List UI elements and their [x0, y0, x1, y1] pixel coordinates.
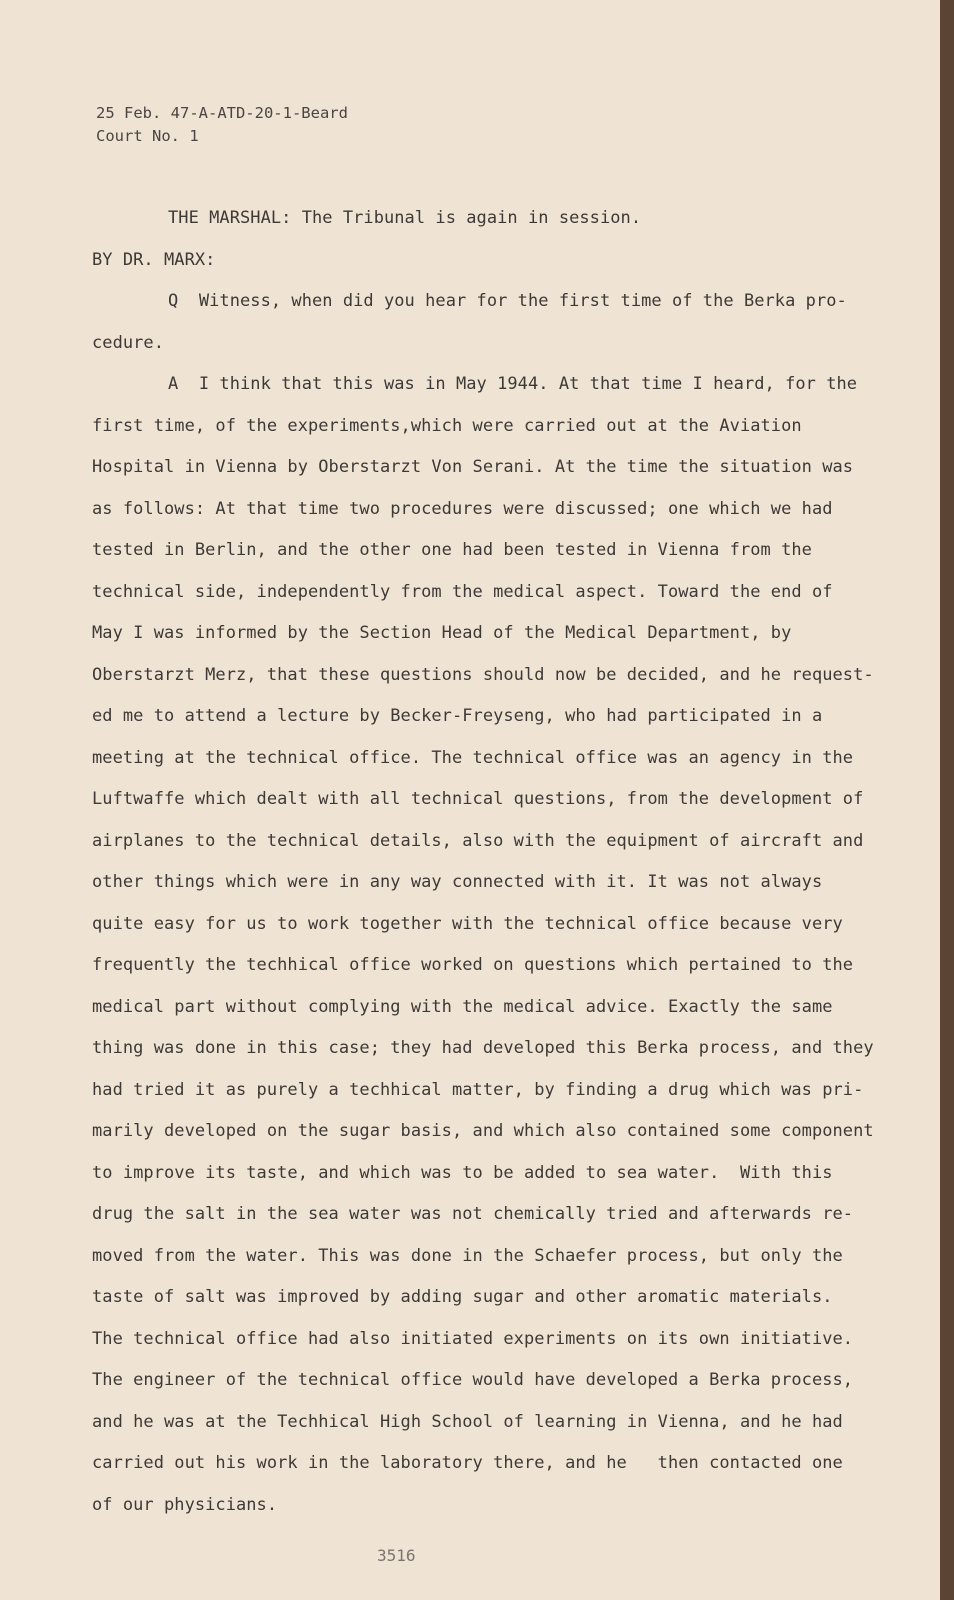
transcript-line: thing was done in this case; they had developed this Berka process, and they — [92, 1038, 874, 1058]
transcript-line: drug the salt in the sea water was not chemically tried and afterwards re- — [92, 1204, 854, 1224]
transcript-line: May I was informed by the Section Head of the Medical Department, by — [92, 623, 792, 643]
page-number: 3516 — [377, 1546, 416, 1565]
transcript-line: of our physicians. — [92, 1494, 278, 1515]
transcript-line: and he was at the Techhical High School of learning in Vienna, and he had — [92, 1411, 843, 1432]
transcript-line: ed me to attend a lecture by Becker-Freyseng, who had participated in a — [92, 706, 823, 726]
transcript-line: as follows: At that time two procedures were discussed; one which we had — [92, 498, 833, 519]
transcript-line: meeting at the technical office. The technical office was an agency in the — [92, 747, 854, 768]
page-edge — [940, 0, 954, 1600]
transcript-line: medical part without complying with the medical advice. Exactly the same — [92, 996, 833, 1017]
transcript-line: carried out his work in the laboratory there, and he then contacted one — [92, 1453, 843, 1473]
header-court-line: Court No. 1 — [96, 127, 199, 145]
transcript-line: cedure. — [92, 332, 164, 353]
transcript-line: The technical office had also initiated experiments on its own initiative. — [92, 1328, 854, 1349]
transcript-line: first time, of the experiments,which were carried out at the Aviation — [92, 415, 802, 436]
transcript-line: airplanes to the technical details, also with the equipment of aircraft and — [92, 830, 864, 851]
transcript-line: Luftwaffe which dealt with all technical questions, from the development of — [92, 789, 864, 809]
transcript-line: Q Witness, when did you hear for the first time of the Berka pro- — [168, 291, 847, 311]
transcript-line: had tried it as purely a techhical matter, by finding a drug which was pri- — [92, 1079, 864, 1100]
transcript-line: quite easy for us to work together with the technical office because very — [92, 913, 843, 934]
transcript-line: taste of salt was improved by adding sugar and other aromatic materials. — [92, 1287, 833, 1307]
transcript-line: other things which were in any way connected with it. It was not always — [92, 872, 823, 892]
header-session-line: 25 Feb. 47-A-ATD-20-1-Beard — [96, 104, 348, 122]
transcript-line: marily developed on the sugar basis, and which also contained some component — [92, 1121, 874, 1141]
transcript-line: BY DR. MARX: — [92, 249, 216, 270]
transcript-line: A I think that this was in May 1944. At that time I heard, for the — [168, 374, 858, 394]
transcript-line: frequently the techhical office worked on questions which pertained to the — [92, 955, 854, 975]
transcript-line: tested in Berlin, and the other one had been tested in Vienna from the — [92, 540, 812, 560]
transcript-line: technical side, independently from the medical aspect. Toward the end of — [92, 581, 833, 602]
transcript-line: THE MARSHAL: The Tribunal is again in session. — [168, 208, 642, 228]
transcript-line: moved from the water. This was done in the Schaefer process, but only the — [92, 1245, 843, 1266]
document-header — [96, 102, 348, 148]
transcript-line: Hospital in Vienna by Oberstarzt Von Serani. At the time the situation was — [92, 457, 854, 477]
transcript-line: to improve its taste, and which was to be added to sea water. With this — [92, 1162, 833, 1183]
transcript-line: Oberstarzt Merz, that these questions should now be decided, and he request- — [92, 664, 874, 685]
transcript-body — [92, 198, 882, 1526]
transcript-line: The engineer of the technical office would have developed a Berka process, — [92, 1370, 854, 1390]
